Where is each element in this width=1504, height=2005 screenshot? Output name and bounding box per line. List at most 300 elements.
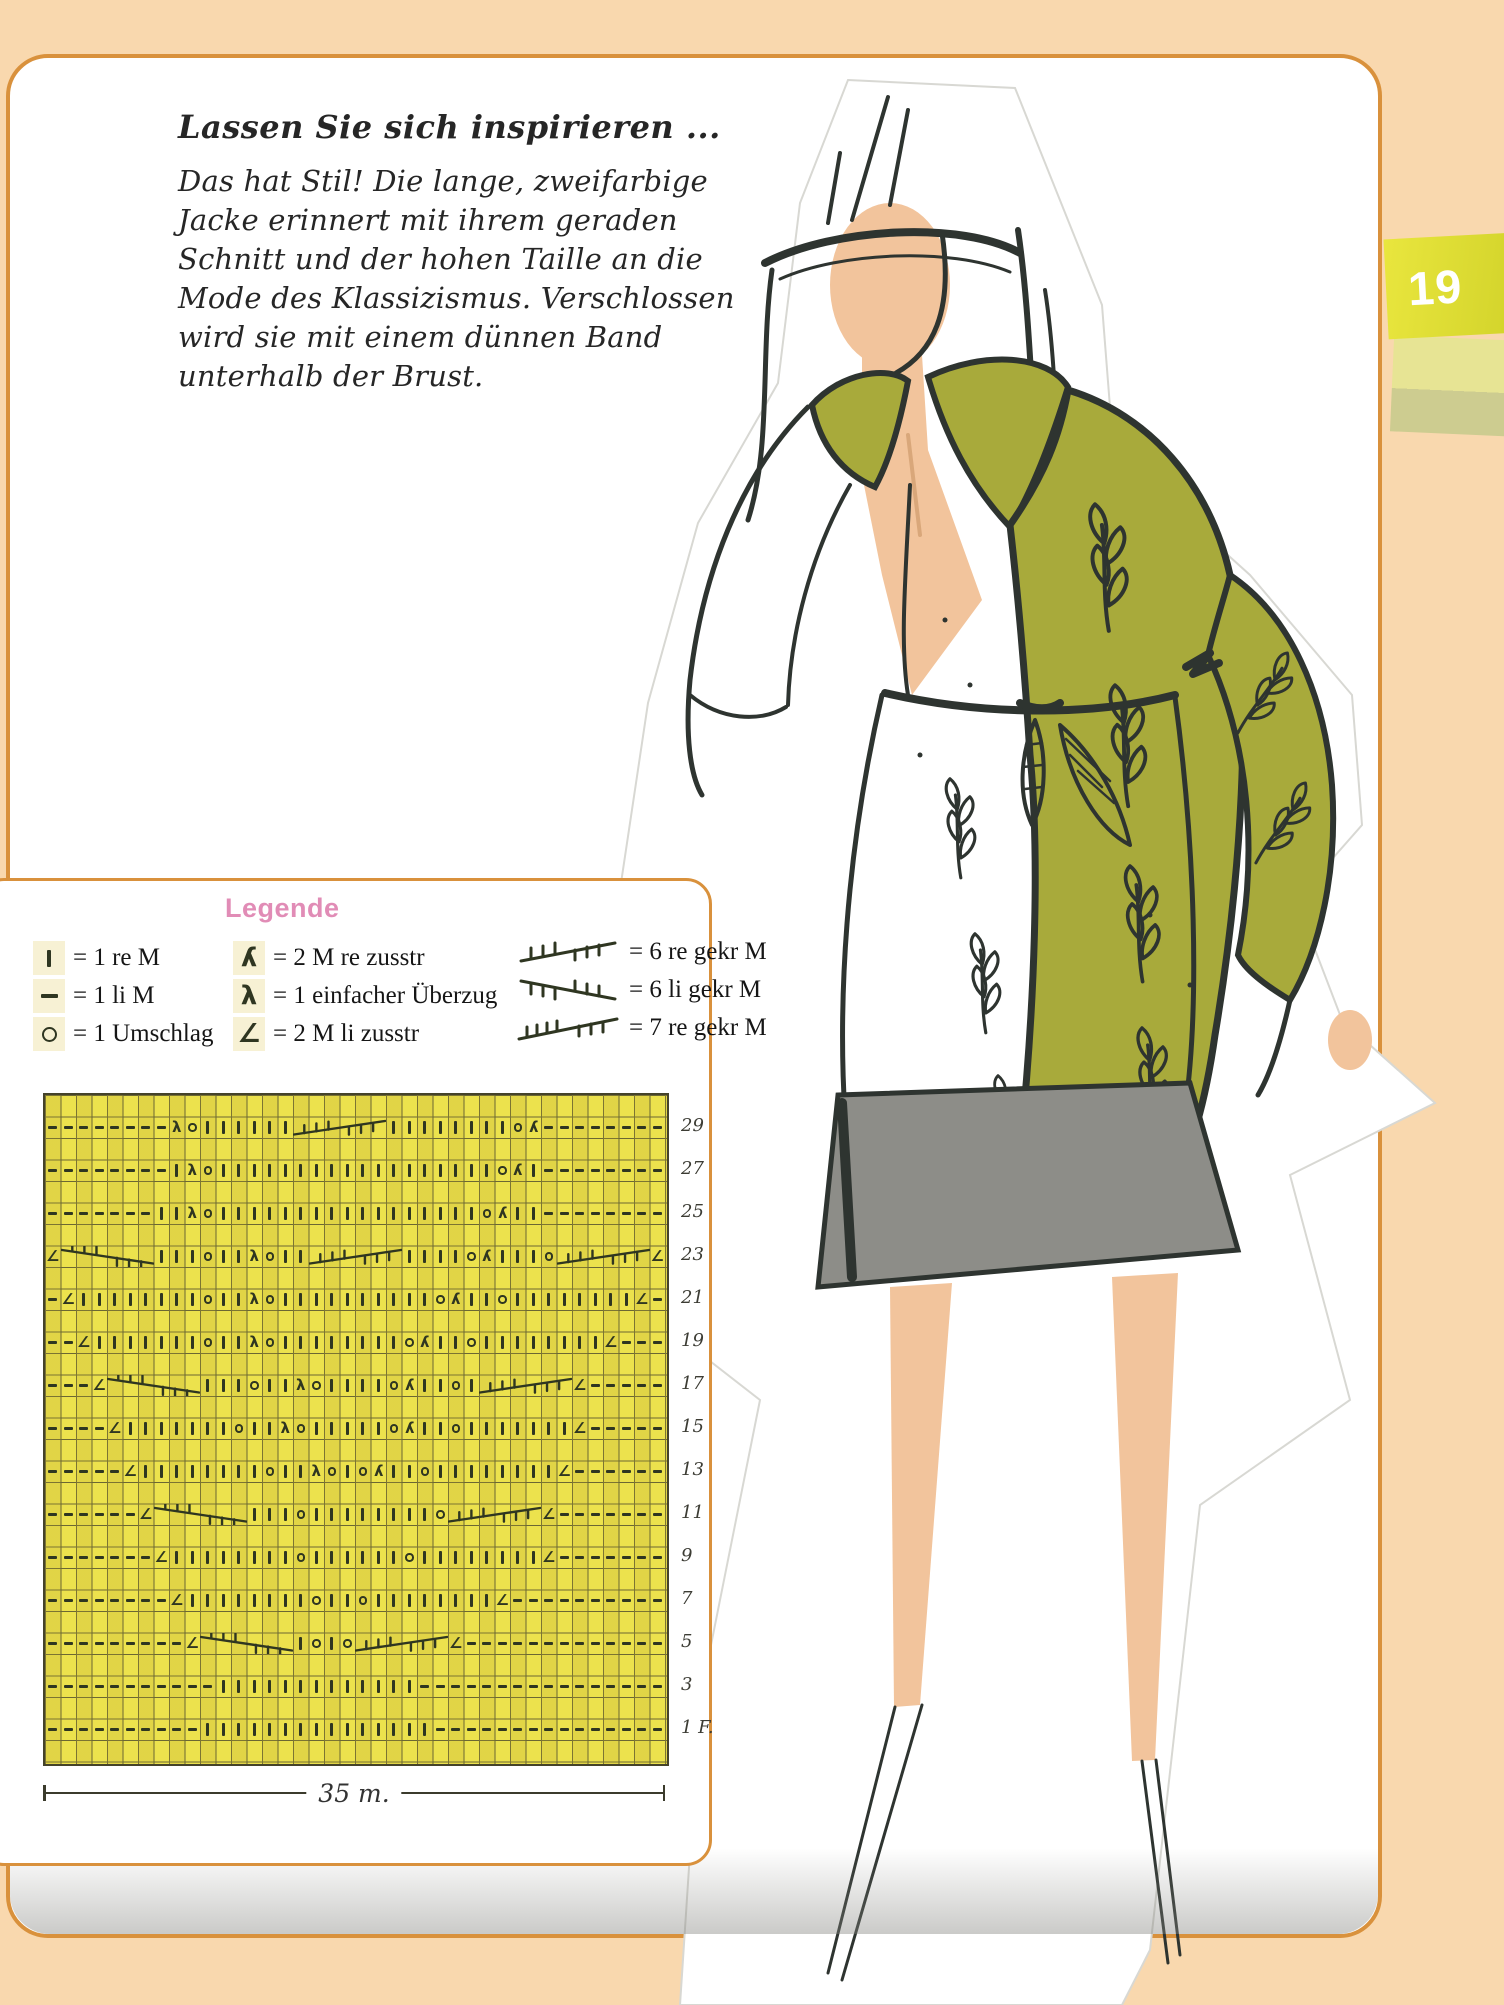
chart-cell — [433, 1590, 449, 1612]
legend-item-label: = 6 li gekr M — [629, 976, 762, 1003]
chart-cell — [309, 1504, 325, 1526]
chart-cell — [138, 1461, 154, 1483]
chart-cell — [293, 1332, 309, 1354]
chart-cell — [61, 1676, 77, 1698]
chart-cell — [386, 1289, 402, 1311]
chart-cell — [572, 1203, 588, 1225]
chart-cell — [216, 1418, 232, 1440]
chart-cell: ∠ — [139, 1505, 153, 1524]
chart-cell — [448, 1676, 464, 1698]
cable-6-left-icon — [517, 973, 621, 1007]
chart-cell — [417, 1246, 433, 1268]
chart-cell — [588, 1590, 604, 1612]
chart-cell — [76, 1203, 92, 1225]
legend-item-label: = 1 re M — [73, 944, 160, 971]
chart-cell — [340, 1633, 356, 1655]
chart-cell — [619, 1461, 635, 1483]
cable-right-symbol — [479, 1375, 572, 1397]
intro-body-text: Das hat Stil! Die lange, zweifarbige Jacke erinnert mit ihrem geraden Schnitt und der hohen Taille an die Mode des Klassizismus. Verschlossen wird sie mit einem dünnen Band unterhalb der Brust. — [178, 164, 735, 393]
legend-item-label: = 2 M li zusstr — [273, 1020, 420, 1047]
chart-cell — [45, 1547, 61, 1569]
chart-cell — [154, 1633, 170, 1655]
chart-cell — [247, 1375, 263, 1397]
chart-cell — [650, 1117, 666, 1139]
chart-cell — [138, 1719, 154, 1741]
chart-cell — [200, 1676, 216, 1698]
chart-cell — [572, 1676, 588, 1698]
chart-cell — [355, 1332, 371, 1354]
chart-cell — [526, 1719, 542, 1741]
chart-cell — [417, 1547, 433, 1569]
chart-cell — [309, 1332, 325, 1354]
chart-cell — [138, 1418, 154, 1440]
cable-7-right-icon — [517, 1011, 621, 1045]
chart-cell — [603, 1719, 619, 1741]
chart-cell — [185, 1590, 201, 1612]
chart-cell — [588, 1461, 604, 1483]
chart-row — [45, 1587, 693, 1612]
chart-cell — [278, 1504, 294, 1526]
chart-cell — [262, 1289, 278, 1311]
chart-cell — [650, 1590, 666, 1612]
chart-cell — [154, 1418, 170, 1440]
chart-cell — [154, 1160, 170, 1182]
chart-cell — [138, 1547, 154, 1569]
chart-cell — [417, 1676, 433, 1698]
chart-cell — [247, 1203, 263, 1225]
chart-cell — [402, 1461, 418, 1483]
chart-cell: λ — [373, 1462, 383, 1481]
chart-cell — [278, 1676, 294, 1698]
chart-cell — [278, 1590, 294, 1612]
page-number-tab-shadow — [1390, 335, 1504, 436]
chart-cell — [433, 1203, 449, 1225]
chart-cell — [603, 1547, 619, 1569]
chart-cell — [634, 1590, 650, 1612]
chart-cell: λ — [404, 1419, 414, 1438]
chart-cell: λ — [482, 1247, 492, 1266]
chart-cell — [464, 1719, 480, 1741]
chart-cell — [510, 1332, 526, 1354]
chart-row — [45, 1458, 704, 1483]
stitch-measure — [43, 1779, 665, 1809]
chart-cell — [526, 1289, 542, 1311]
chart-cell — [123, 1332, 139, 1354]
chart-cell — [417, 1160, 433, 1182]
chart-cell — [107, 1117, 123, 1139]
chart-cell — [262, 1246, 278, 1268]
legend-title: Legende — [225, 893, 340, 923]
chart-cell — [464, 1461, 480, 1483]
legend-item-label: = 1 einfacher Überzug — [273, 982, 498, 1009]
chart-cell — [293, 1203, 309, 1225]
chart-cell — [464, 1676, 480, 1698]
chart-cell: ∠ — [123, 1462, 137, 1481]
chart-cell — [216, 1676, 232, 1698]
chart-cell: ∠ — [635, 1290, 649, 1309]
chart-cell — [510, 1590, 526, 1612]
chart-cell — [448, 1418, 464, 1440]
chart-cell — [309, 1418, 325, 1440]
chart-cell — [123, 1117, 139, 1139]
chart-cell — [169, 1633, 185, 1655]
chart-row-label: 27 — [681, 1157, 704, 1179]
chart-cell — [324, 1418, 340, 1440]
chart-cell: ∠ — [77, 1333, 91, 1352]
chart-cell — [200, 1719, 216, 1741]
chart-cell — [45, 1590, 61, 1612]
chart-cell — [526, 1418, 542, 1440]
chart-cell — [324, 1461, 340, 1483]
chart-cell — [169, 1289, 185, 1311]
chart-cell — [247, 1461, 263, 1483]
chart-cell — [247, 1547, 263, 1569]
chart-cell — [61, 1633, 77, 1655]
chart-cell: ∠ — [185, 1634, 199, 1653]
chart-row — [45, 1630, 693, 1655]
chart-cell — [185, 1461, 201, 1483]
chart-cell — [526, 1246, 542, 1268]
chart-cell — [76, 1375, 92, 1397]
chart-cell — [634, 1203, 650, 1225]
chart-row-label: 23 — [681, 1243, 704, 1265]
chart-cell — [76, 1418, 92, 1440]
chart-cell — [61, 1504, 77, 1526]
chart-cell — [448, 1246, 464, 1268]
cable-right-symbol — [448, 1504, 541, 1526]
chart-cell — [557, 1289, 573, 1311]
chart-cell — [479, 1160, 495, 1182]
chart-cell — [324, 1547, 340, 1569]
chart-cell — [231, 1332, 247, 1354]
chart-cell — [123, 1418, 139, 1440]
chart-cell — [634, 1375, 650, 1397]
chart-cell — [231, 1160, 247, 1182]
chart-cell — [433, 1375, 449, 1397]
chart-cell — [588, 1332, 604, 1354]
chart-cell — [107, 1160, 123, 1182]
chart-cell — [324, 1203, 340, 1225]
chart-cell — [262, 1418, 278, 1440]
chart-cell — [386, 1504, 402, 1526]
chart-cell — [495, 1117, 511, 1139]
legend-item — [233, 1015, 497, 1053]
chart-cell — [619, 1332, 635, 1354]
chart-cell — [45, 1289, 61, 1311]
chart-cell — [355, 1375, 371, 1397]
chart-cell — [355, 1418, 371, 1440]
chart-cell — [417, 1203, 433, 1225]
chart-cell — [76, 1719, 92, 1741]
slip-passover-icon: λ — [233, 979, 265, 1013]
chart-cell — [371, 1203, 387, 1225]
chart-cell — [76, 1504, 92, 1526]
chart-cell — [464, 1289, 480, 1311]
chart-row-label: 7 — [681, 1587, 693, 1609]
chart-cell — [417, 1375, 433, 1397]
chart-cell — [541, 1461, 557, 1483]
chart-row-label: 11 — [681, 1501, 704, 1523]
chart-cell — [355, 1547, 371, 1569]
chart-row — [45, 1329, 704, 1354]
chart-cell — [526, 1332, 542, 1354]
legend-item — [517, 933, 767, 971]
chart-cell — [448, 1375, 464, 1397]
k2tog-right-icon: λ — [233, 941, 265, 975]
chart-cell — [154, 1246, 170, 1268]
chart-cell — [107, 1332, 123, 1354]
chart-cell — [107, 1203, 123, 1225]
chart-cell — [541, 1203, 557, 1225]
chart-cell — [433, 1461, 449, 1483]
chart-cell — [92, 1504, 108, 1526]
chart-cell — [495, 1676, 511, 1698]
chart-cell — [324, 1676, 340, 1698]
chart-cell — [572, 1332, 588, 1354]
purl-stitch-icon — [33, 979, 65, 1013]
chart-cell — [262, 1117, 278, 1139]
chart-cell — [619, 1719, 635, 1741]
chart-cell — [526, 1633, 542, 1655]
chart-cell — [417, 1590, 433, 1612]
chart-cell — [45, 1676, 61, 1698]
chart-cell — [495, 1547, 511, 1569]
chart-cell — [572, 1289, 588, 1311]
chart-row — [45, 1372, 704, 1397]
chart-cell — [200, 1289, 216, 1311]
chart-cell — [324, 1504, 340, 1526]
chart-cell — [495, 1246, 511, 1268]
chart-cell — [154, 1676, 170, 1698]
chart-row-label: 5 — [681, 1630, 693, 1652]
chart-cell — [92, 1547, 108, 1569]
chart-cell — [603, 1418, 619, 1440]
chart-cell — [309, 1289, 325, 1311]
chart-cell — [650, 1461, 666, 1483]
chart-cell — [355, 1289, 371, 1311]
chart-cell — [216, 1332, 232, 1354]
chart-cell: λ — [497, 1204, 507, 1223]
chart-cell — [262, 1203, 278, 1225]
chart-cell — [200, 1418, 216, 1440]
chart-cell — [45, 1461, 61, 1483]
chart-row-label: 15 — [681, 1415, 704, 1437]
chart-cell — [386, 1590, 402, 1612]
chart-cell — [231, 1461, 247, 1483]
chart-cell: ∠ — [108, 1419, 122, 1438]
chart-cell — [371, 1418, 387, 1440]
chart-cell — [464, 1246, 480, 1268]
chart-cell — [76, 1461, 92, 1483]
chart-cell — [92, 1332, 108, 1354]
chart-cell — [247, 1504, 263, 1526]
chart-cell — [309, 1633, 325, 1655]
chart-cell: ∠ — [573, 1376, 587, 1395]
legend-item-label: = 6 re gekr M — [629, 938, 767, 965]
chart-cell — [76, 1547, 92, 1569]
chart-row-label: 1 F. — [681, 1716, 714, 1738]
chart-cell — [588, 1719, 604, 1741]
chart-cell — [603, 1676, 619, 1698]
chart-row — [45, 1243, 704, 1268]
chart-cell — [479, 1418, 495, 1440]
chart-cell — [324, 1289, 340, 1311]
chart-cell — [557, 1590, 573, 1612]
chart-cell — [433, 1289, 449, 1311]
chart-cell — [216, 1246, 232, 1268]
chart-cell — [107, 1461, 123, 1483]
cable-right-symbol — [309, 1246, 402, 1268]
page-number: 19 — [1406, 258, 1464, 315]
chart-cell: ∠ — [650, 1247, 664, 1266]
chart-cell — [386, 1117, 402, 1139]
chart-cell — [324, 1160, 340, 1182]
chart-cell — [557, 1676, 573, 1698]
chart-cell — [479, 1461, 495, 1483]
chart-cell — [650, 1633, 666, 1655]
chart-cell — [231, 1203, 247, 1225]
chart-cell — [278, 1289, 294, 1311]
chart-cell — [557, 1504, 573, 1526]
chart-cell — [76, 1676, 92, 1698]
chart-cell — [200, 1375, 216, 1397]
page-title: Lassen Sie sich inspirieren ... — [178, 108, 721, 146]
chart-cell — [464, 1117, 480, 1139]
chart-cell: λ — [249, 1247, 259, 1266]
chart-cell — [231, 1719, 247, 1741]
chart-cell — [154, 1461, 170, 1483]
chart-cell: λ — [528, 1118, 538, 1137]
chart-cell — [402, 1203, 418, 1225]
chart-row — [45, 1200, 704, 1225]
p2tog-left-icon: ∠ — [233, 1017, 265, 1051]
chart-cell — [634, 1461, 650, 1483]
chart-cell — [61, 1547, 77, 1569]
chart-cell — [619, 1418, 635, 1440]
chart-cell: ∠ — [61, 1290, 75, 1309]
chart-cell — [495, 1719, 511, 1741]
chart-cell — [154, 1719, 170, 1741]
chart-cell — [340, 1203, 356, 1225]
chart-cell — [169, 1547, 185, 1569]
chart-cell — [92, 1719, 108, 1741]
chart-cell — [402, 1719, 418, 1741]
chart-cell — [603, 1203, 619, 1225]
chart-cell — [417, 1117, 433, 1139]
chart-cell — [262, 1160, 278, 1182]
chart-cell — [510, 1676, 526, 1698]
chart-cell — [278, 1246, 294, 1268]
chart-cell — [340, 1375, 356, 1397]
chart-cell — [619, 1676, 635, 1698]
chart-cell — [417, 1504, 433, 1526]
chart-cell: λ — [513, 1161, 523, 1180]
chart-cell: λ — [420, 1333, 430, 1352]
chart-cell — [417, 1418, 433, 1440]
chart-cell — [340, 1289, 356, 1311]
chart-cell — [76, 1289, 92, 1311]
chart-cell — [61, 1375, 77, 1397]
chart-cell — [123, 1590, 139, 1612]
chart-cell — [355, 1203, 371, 1225]
yarn-over-icon — [33, 1017, 65, 1051]
chart-cell — [464, 1547, 480, 1569]
chart-cell — [92, 1590, 108, 1612]
chart-cell — [479, 1332, 495, 1354]
chart-cell — [402, 1117, 418, 1139]
chart-cell — [448, 1332, 464, 1354]
chart-cell — [309, 1676, 325, 1698]
chart-cell — [386, 1719, 402, 1741]
measure-label: 35 m. — [306, 1779, 401, 1808]
chart-cell: λ — [296, 1376, 306, 1395]
chart-cell — [247, 1590, 263, 1612]
legend-item — [233, 939, 497, 977]
chart-cell — [619, 1504, 635, 1526]
legend-item — [517, 971, 767, 1009]
chart-cell — [541, 1633, 557, 1655]
chart-cell — [588, 1676, 604, 1698]
chart-cell — [386, 1332, 402, 1354]
chart-cell — [107, 1590, 123, 1612]
chart-cell — [371, 1547, 387, 1569]
chart-row-label: 17 — [681, 1372, 704, 1394]
chart-cell: λ — [280, 1419, 290, 1438]
legend-item-label: = 7 re gekr M — [629, 1014, 767, 1041]
chart-cell — [123, 1289, 139, 1311]
chart-cell — [154, 1289, 170, 1311]
chart-cell — [154, 1117, 170, 1139]
chart-cell — [169, 1332, 185, 1354]
chart-cell — [572, 1719, 588, 1741]
chart-cell — [76, 1633, 92, 1655]
chart-cell — [464, 1332, 480, 1354]
chart-cell — [231, 1590, 247, 1612]
chart-cell — [541, 1418, 557, 1440]
chart-cell — [154, 1590, 170, 1612]
chart-cell — [107, 1676, 123, 1698]
chart-cell — [386, 1461, 402, 1483]
chart-cell — [433, 1676, 449, 1698]
chart-cell — [262, 1504, 278, 1526]
chart-cell — [123, 1676, 139, 1698]
chart-cell — [61, 1117, 77, 1139]
chart-cell — [510, 1203, 526, 1225]
legend-column-decreases — [233, 939, 497, 1053]
chart-cell: ∠ — [573, 1419, 587, 1438]
chart-cell — [293, 1160, 309, 1182]
chart-cell — [216, 1160, 232, 1182]
chart-cell — [650, 1719, 666, 1741]
chart-cell — [200, 1203, 216, 1225]
chart-cell — [619, 1547, 635, 1569]
chart-cell — [448, 1590, 464, 1612]
legend-item — [33, 977, 213, 1015]
chart-cell — [138, 1160, 154, 1182]
chart-cell — [619, 1203, 635, 1225]
legend-item — [233, 977, 497, 1015]
chart-cell — [45, 1633, 61, 1655]
chart-cell — [650, 1547, 666, 1569]
chart-cell — [650, 1676, 666, 1698]
chart-cell — [588, 1504, 604, 1526]
chart-cell — [433, 1547, 449, 1569]
chart-cell — [603, 1289, 619, 1311]
chart-cell — [169, 1203, 185, 1225]
chart-cell — [510, 1719, 526, 1741]
chart-cell — [541, 1676, 557, 1698]
chart-cell — [479, 1590, 495, 1612]
